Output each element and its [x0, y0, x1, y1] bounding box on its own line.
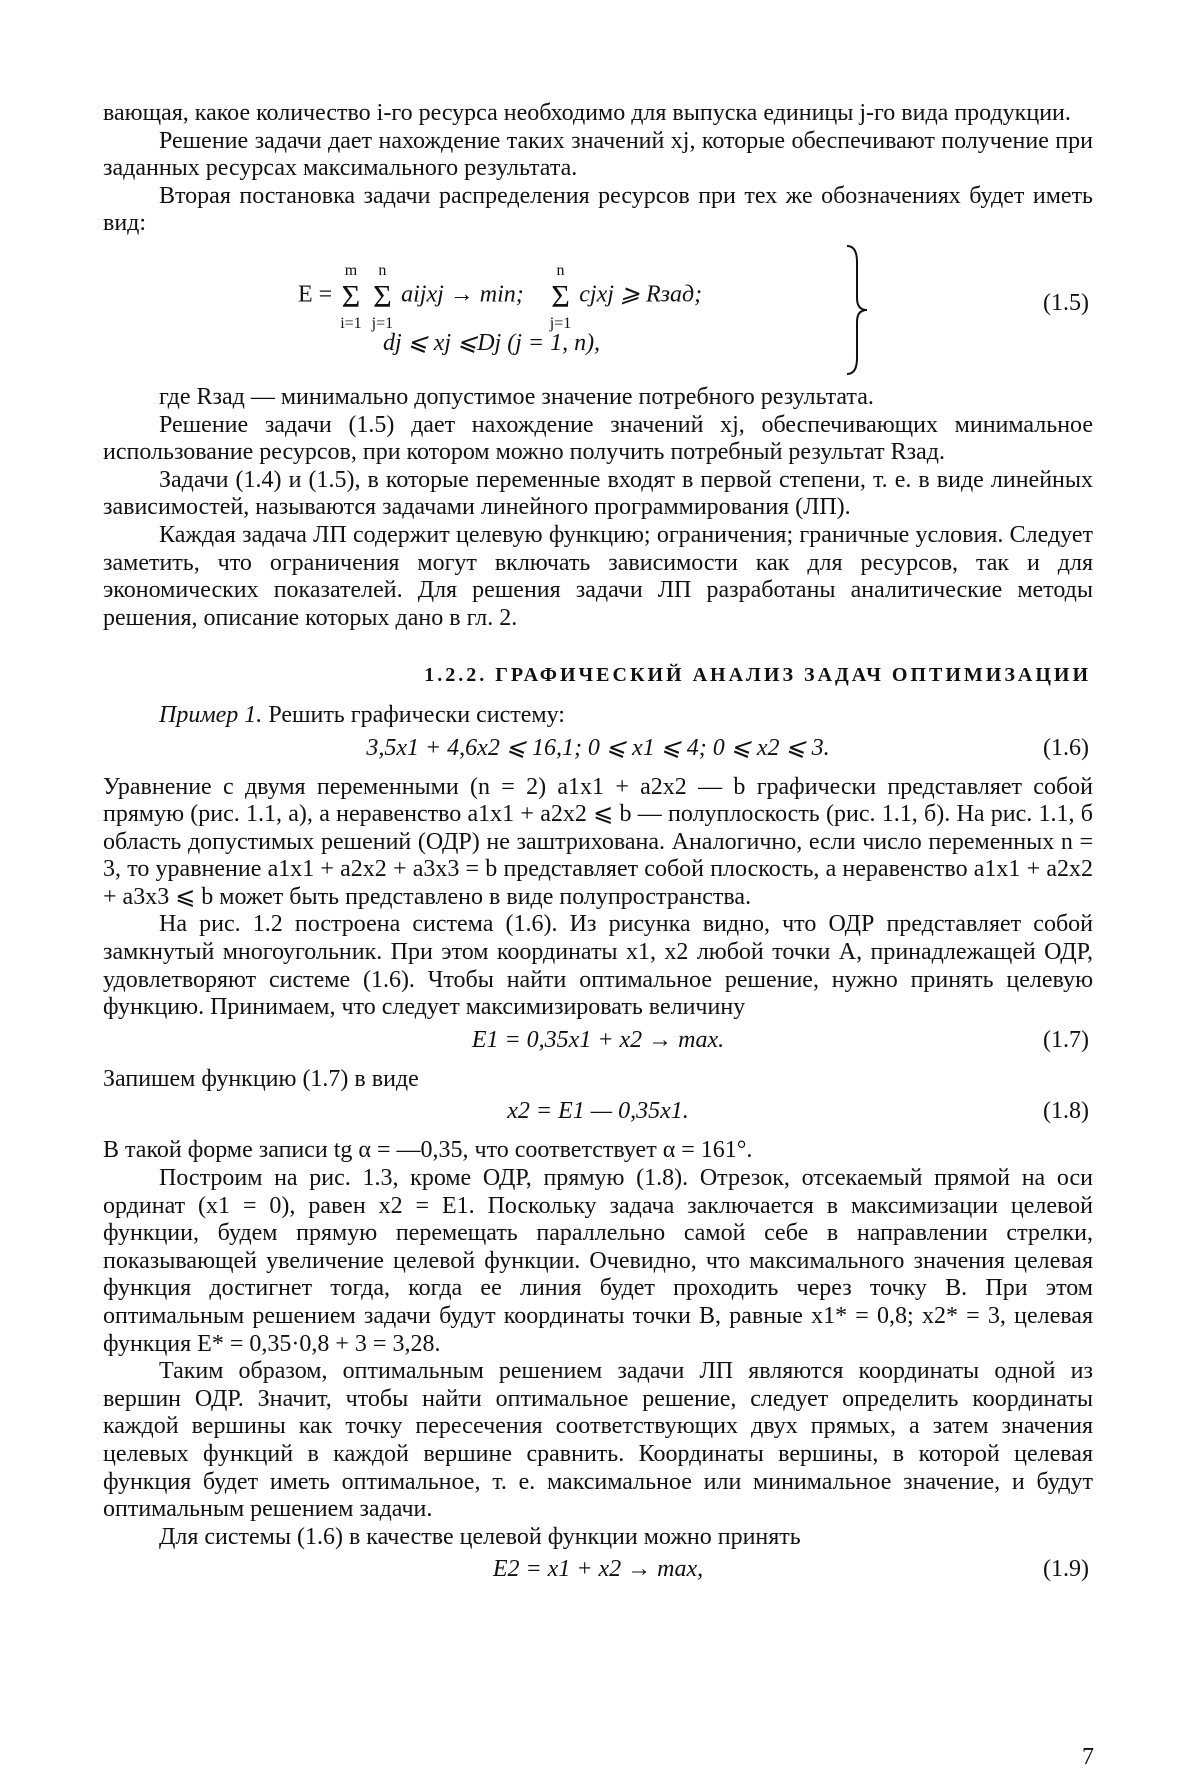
sum-j: n Σ j=1 — [371, 261, 394, 332]
equation-system-1-5 — [103, 242, 1093, 378]
paragraph-3: Вторая постановка задачи распределения ресурсов при тех же обозначениях будет иметь вид: — [103, 182, 1093, 237]
paragraph-11: В такой форме записи tg α = —0,35, что соответствует α = 161°. — [103, 1137, 753, 1164]
equation-1-9: E2 = x1 + x2 → max, (1.9) — [492, 1556, 1089, 1583]
equation-1-8: x2 = E1 — 0,35x1. (1.8) — [507, 1098, 1089, 1125]
paragraph-6: Задачи (1.4) и (1.5), в которые переменные входят в первой степени, т. е. в виде линейных зависимостей, называются задачами линейного программирования (ЛП). — [103, 466, 1093, 521]
paragraph-1: вающая, какое количество i-го ресурса необходимо для выпуска единицы j-го вида продукции. — [103, 100, 1071, 126]
paragraph-7: Каждая задача ЛП содержит целевую функцию; ограничения; граничные условия. Следует заметить, что ограничения могут включать зависимости как для ресурсов, так и для экономических показателей. Для решения задачи ЛП разработаны аналитические методы решения, описание которых дано в гл. 2. — [103, 521, 1093, 631]
equation-1-7: E1 = 0,35x1 + x2 → max. (1.7) — [471, 1026, 1089, 1053]
right-brace-icon — [843, 242, 873, 378]
page-number: 7 — [1082, 1744, 1094, 1770]
page-body — [103, 100, 1093, 1595]
system-line-1: E = m Σ i=1 n Σ j=1 aijxj → min; n Σ j=1 cjxj ⩾ Rзад; — [298, 258, 702, 334]
paragraph-14: Для системы (1.6) в качестве целевой функции можно принять — [159, 1523, 801, 1550]
equation-number-1-5: (1.5) — [1043, 289, 1089, 316]
paragraph-5: Решение задачи (1.5) дает нахождение значений xj, обеспечивающих минимальное использование ресурсов, при котором можно получить потребный результат Rзад. — [103, 411, 1093, 466]
section-heading: 1.2.2. ГРАФИЧЕСКИЙ АНАЛИЗ ЗАДАЧ ОПТИМИЗАЦИИ — [424, 664, 1091, 687]
paragraph-9: На рис. 1.2 построена система (1.6). Из рисунка видно, что ОДР представляет собой замкнутый многоугольник. При этом координаты x1, x2 любой точки A, принадлежащей ОДР, удовлетворяют системе (1.6). Чтобы найти оптимальное решение, нужно принять целевую функцию. Принимаем, что следует максимизировать величину — [103, 911, 1093, 1021]
paragraph-8: Уравнение с двумя переменными (n = 2) a1x1 + a2x2 — b графически представляет собой прямую (рис. 1.1, а), а неравенство a1x1 + a2x2 ⩽ b — полуплоскость (рис. 1.1, б). На рис. 1.1, б область допустимых решений (ОДР) не заштрихована. Аналогично, если число переменных n = 3, то уравнение a1x1 + a2x2 + a3x3 = b представляет собой плоскость, а неравенство a1x1 + a2x2 + a3x3 ⩽ b может быть представлено в виде полупространства. — [103, 773, 1093, 910]
paragraph-12: Построим на рис. 1.3, кроме ОДР, прямую (1.8). Отрезок, отсекаемый прямой на оси ординат (x1 = 0), равен x2 = E1. Поскольку задача заключается в максимизации целевой функции, будем прямую перемещать параллельно самой себе в направлении стрелки, показывающей увеличение целевой функции. Очевидно, что максимального значения целевая функция достигнет тогда, когда ее линия будет проходить через точку B. При этом оптимальным решением задачи будут координаты точки B, равные x1* = 0,8; x2* = 3, целевая функция E* = 0,35·0,8 + 3 = 3,28. — [103, 1165, 1093, 1357]
paragraph-2: Решение задачи дает нахождение таких значений xj, которые обеспечивают получение при заданных ресурсах максимального результата. — [103, 127, 1093, 182]
equation-1-6: 3,5x1 + 4,6x2 ⩽ 16,1; 0 ⩽ x1 ⩽ 4; 0 ⩽ x2 ⩽ 3. (1.6) — [366, 734, 1089, 761]
paragraph-4: где Rзад — минимально допустимое значение потребного результата. — [159, 383, 874, 410]
sum-j-2: n Σ j=1 — [549, 261, 572, 332]
sum-i: m Σ i=1 — [340, 261, 362, 332]
paragraph-10: Запишем функцию (1.7) в виде — [103, 1065, 419, 1092]
example-1: Пример 1. Решить графически систему: — [159, 701, 565, 728]
system-line-2: dj ⩽ xj ⩽Dj (j = 1, n), — [383, 329, 601, 356]
paragraph-13: Таким образом, оптимальным решением задачи ЛП являются координаты одной из вершин ОДР. Значит, чтобы найти оптимальное решение, следует определить координаты каждой вершины как точку пересечения соответствующих двух прямых, а затем значения целевых функций в каждой вершине сравнить. Координаты вершины, в которой целевая функция будет иметь оптимальное, т. е. максимальное или минимальное значение, и будут оптимальным решением задачи. — [103, 1358, 1093, 1523]
